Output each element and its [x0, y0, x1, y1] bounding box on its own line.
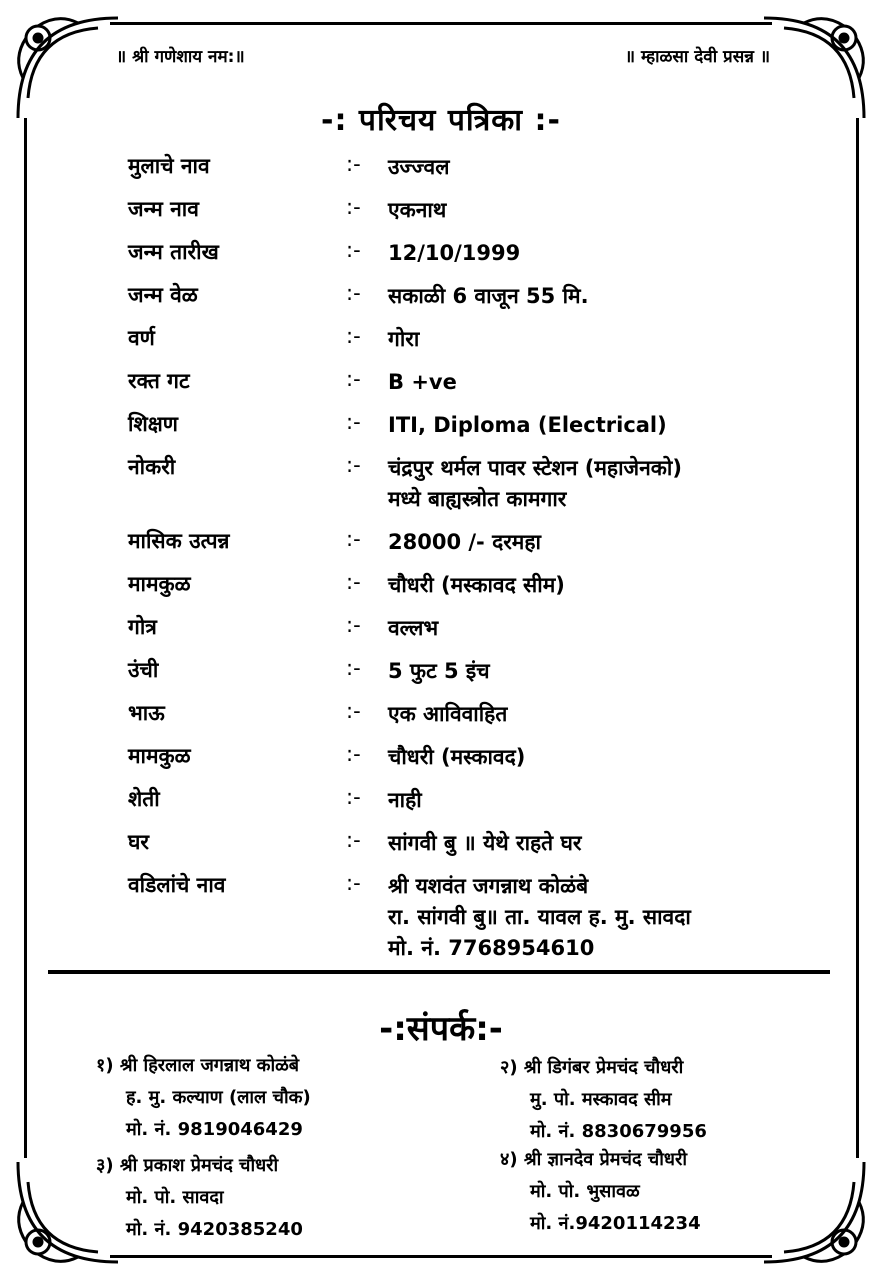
detail-separator: :-	[346, 281, 361, 305]
detail-row	[128, 324, 808, 355]
detail-label: मासिक उत्पन्न	[128, 529, 230, 553]
contact-name: २) श्री डिगंबर प्रेमचंद चौधरी	[500, 1057, 684, 1078]
detail-separator: :-	[346, 324, 361, 348]
detail-label: शिक्षण	[128, 412, 178, 436]
detail-label: मामकुळ	[128, 744, 191, 768]
detail-value	[388, 785, 808, 816]
detail-value-line: रा. सांगवी बु॥ ता. यावल ह. मु. सावदा	[388, 905, 691, 929]
detail-separator: :-	[346, 238, 361, 262]
corner-ornament-icon	[754, 1152, 874, 1272]
detail-value-line: चौधरी (मस्कावद सीम)	[388, 573, 565, 597]
detail-row	[128, 195, 808, 226]
contact-phone: मो. नं. 9819046429	[126, 1119, 303, 1140]
detail-value	[388, 527, 808, 558]
contact-phone: मो. नं. 8830679956	[530, 1121, 707, 1142]
detail-separator: :-	[346, 410, 361, 434]
detail-value-line: गोरा	[388, 327, 420, 351]
detail-separator: :-	[346, 871, 361, 895]
border-right	[856, 118, 859, 1158]
detail-separator: :-	[346, 195, 361, 219]
detail-separator: :-	[346, 152, 361, 176]
detail-row	[128, 281, 808, 312]
detail-row	[128, 152, 808, 183]
detail-label: गोत्र	[128, 615, 157, 639]
detail-value-line: नाही	[388, 788, 422, 812]
detail-value-line: एकनाथ	[388, 198, 447, 222]
detail-value	[388, 613, 808, 644]
detail-label: वडिलांचे नाव	[128, 873, 226, 897]
contact-address: मो. पो. सावदा	[126, 1187, 224, 1208]
detail-row	[128, 742, 808, 773]
contact-2	[500, 1052, 707, 1148]
contact-1	[96, 1050, 311, 1146]
detail-separator: :-	[346, 656, 361, 680]
detail-separator: :-	[346, 699, 361, 723]
detail-row	[128, 871, 808, 964]
detail-separator: :-	[346, 613, 361, 637]
detail-value	[388, 453, 808, 515]
detail-value	[388, 410, 808, 441]
detail-label: जन्म तारीख	[128, 240, 219, 264]
contact-phone: मो. नं.9420114234	[530, 1213, 701, 1234]
detail-row	[128, 785, 808, 816]
detail-value-line: श्री यशवंत जगन्नाथ कोळंबे	[388, 874, 589, 898]
detail-value-line: मो. नं. 7768954610	[388, 936, 595, 960]
detail-label: वर्ण	[128, 326, 155, 350]
border-top	[110, 22, 772, 25]
detail-value-line: एक आविवाहित	[388, 702, 508, 726]
header-blessing-left: ॥ श्री गणेशाय नम:॥	[116, 47, 245, 67]
detail-row	[128, 527, 808, 558]
detail-label: नोकरी	[128, 455, 176, 479]
detail-label: उंची	[128, 658, 159, 682]
detail-separator: :-	[346, 453, 361, 477]
detail-label: रक्त गट	[128, 369, 190, 393]
detail-value	[388, 699, 808, 730]
contact-heading: -:संपर्क:-	[379, 1009, 503, 1049]
contact-address: मु. पो. मस्कावद सीम	[530, 1089, 672, 1110]
detail-row	[128, 570, 808, 601]
page-title: -: परिचय पत्रिका :-	[321, 103, 561, 138]
detail-value-line: चौधरी (मस्कावद)	[388, 745, 526, 769]
detail-row	[128, 656, 808, 687]
detail-value-line: ITI, Diploma (Electrical)	[388, 413, 667, 437]
detail-value-line: B +ve	[388, 370, 457, 394]
contact-name: १) श्री हिरलाल जगन्नाथ कोळंबे	[96, 1055, 300, 1076]
contact-4	[500, 1144, 701, 1240]
detail-value	[388, 281, 808, 312]
detail-value-line: 5 फुट 5 इंच	[388, 659, 490, 683]
contact-3	[96, 1150, 303, 1246]
detail-value	[388, 324, 808, 355]
detail-label: मामकुळ	[128, 572, 191, 596]
detail-row	[128, 367, 808, 398]
detail-value-line: 12/10/1999	[388, 241, 521, 265]
detail-value	[388, 367, 808, 398]
detail-label: जन्म वेळ	[128, 283, 198, 307]
contact-phone: मो. नं. 9420385240	[126, 1219, 303, 1240]
header-blessing-right: ॥ म्हाळसा देवी प्रसन्न ॥	[624, 47, 770, 67]
border-left	[24, 118, 27, 1158]
detail-row	[128, 699, 808, 730]
detail-value-line: मध्ये बाह्यस्त्रोत कामगार	[388, 487, 567, 511]
contact-address: मो. पो. भुसावळ	[530, 1181, 640, 1202]
detail-row	[128, 453, 808, 515]
detail-row	[128, 410, 808, 441]
detail-separator: :-	[346, 367, 361, 391]
border-bottom	[110, 1255, 772, 1258]
contact-name: ४) श्री ज्ञानदेव प्रेमचंद चौधरी	[500, 1149, 687, 1170]
detail-value-line: 28000 /- दरमहा	[388, 530, 541, 554]
detail-value	[388, 656, 808, 687]
detail-row	[128, 828, 808, 859]
detail-value	[388, 152, 808, 183]
contact-address: ह. मु. कल्याण (लाल चौक)	[126, 1087, 311, 1108]
detail-value	[388, 195, 808, 226]
detail-label: भाऊ	[128, 701, 165, 725]
detail-separator: :-	[346, 527, 361, 551]
detail-value	[388, 871, 808, 964]
detail-value	[388, 742, 808, 773]
detail-value	[388, 570, 808, 601]
details-list	[128, 152, 808, 976]
detail-label: जन्म नाव	[128, 197, 199, 221]
detail-label: शेती	[128, 787, 160, 811]
detail-value	[388, 238, 808, 269]
detail-value-line: उज्ज्वल	[388, 155, 450, 179]
detail-row	[128, 613, 808, 644]
detail-value-line: चंद्रपुर थर्मल पावर स्टेशन (महाजेनको)	[388, 456, 682, 480]
detail-row	[128, 238, 808, 269]
detail-value-line: सांगवी बु ॥ येथे राहते घर	[388, 831, 582, 855]
detail-label: घर	[128, 830, 149, 854]
section-divider	[48, 970, 830, 974]
detail-separator: :-	[346, 742, 361, 766]
detail-separator: :-	[346, 570, 361, 594]
detail-value	[388, 828, 808, 859]
detail-value-line: वल्लभ	[388, 616, 439, 640]
detail-value-line: सकाळी 6 वाजून 55 मि.	[388, 284, 589, 308]
detail-label: मुलाचे नाव	[128, 154, 210, 178]
contact-name: ३) श्री प्रकाश प्रेमचंद चौधरी	[96, 1155, 279, 1176]
detail-separator: :-	[346, 785, 361, 809]
detail-separator: :-	[346, 828, 361, 852]
